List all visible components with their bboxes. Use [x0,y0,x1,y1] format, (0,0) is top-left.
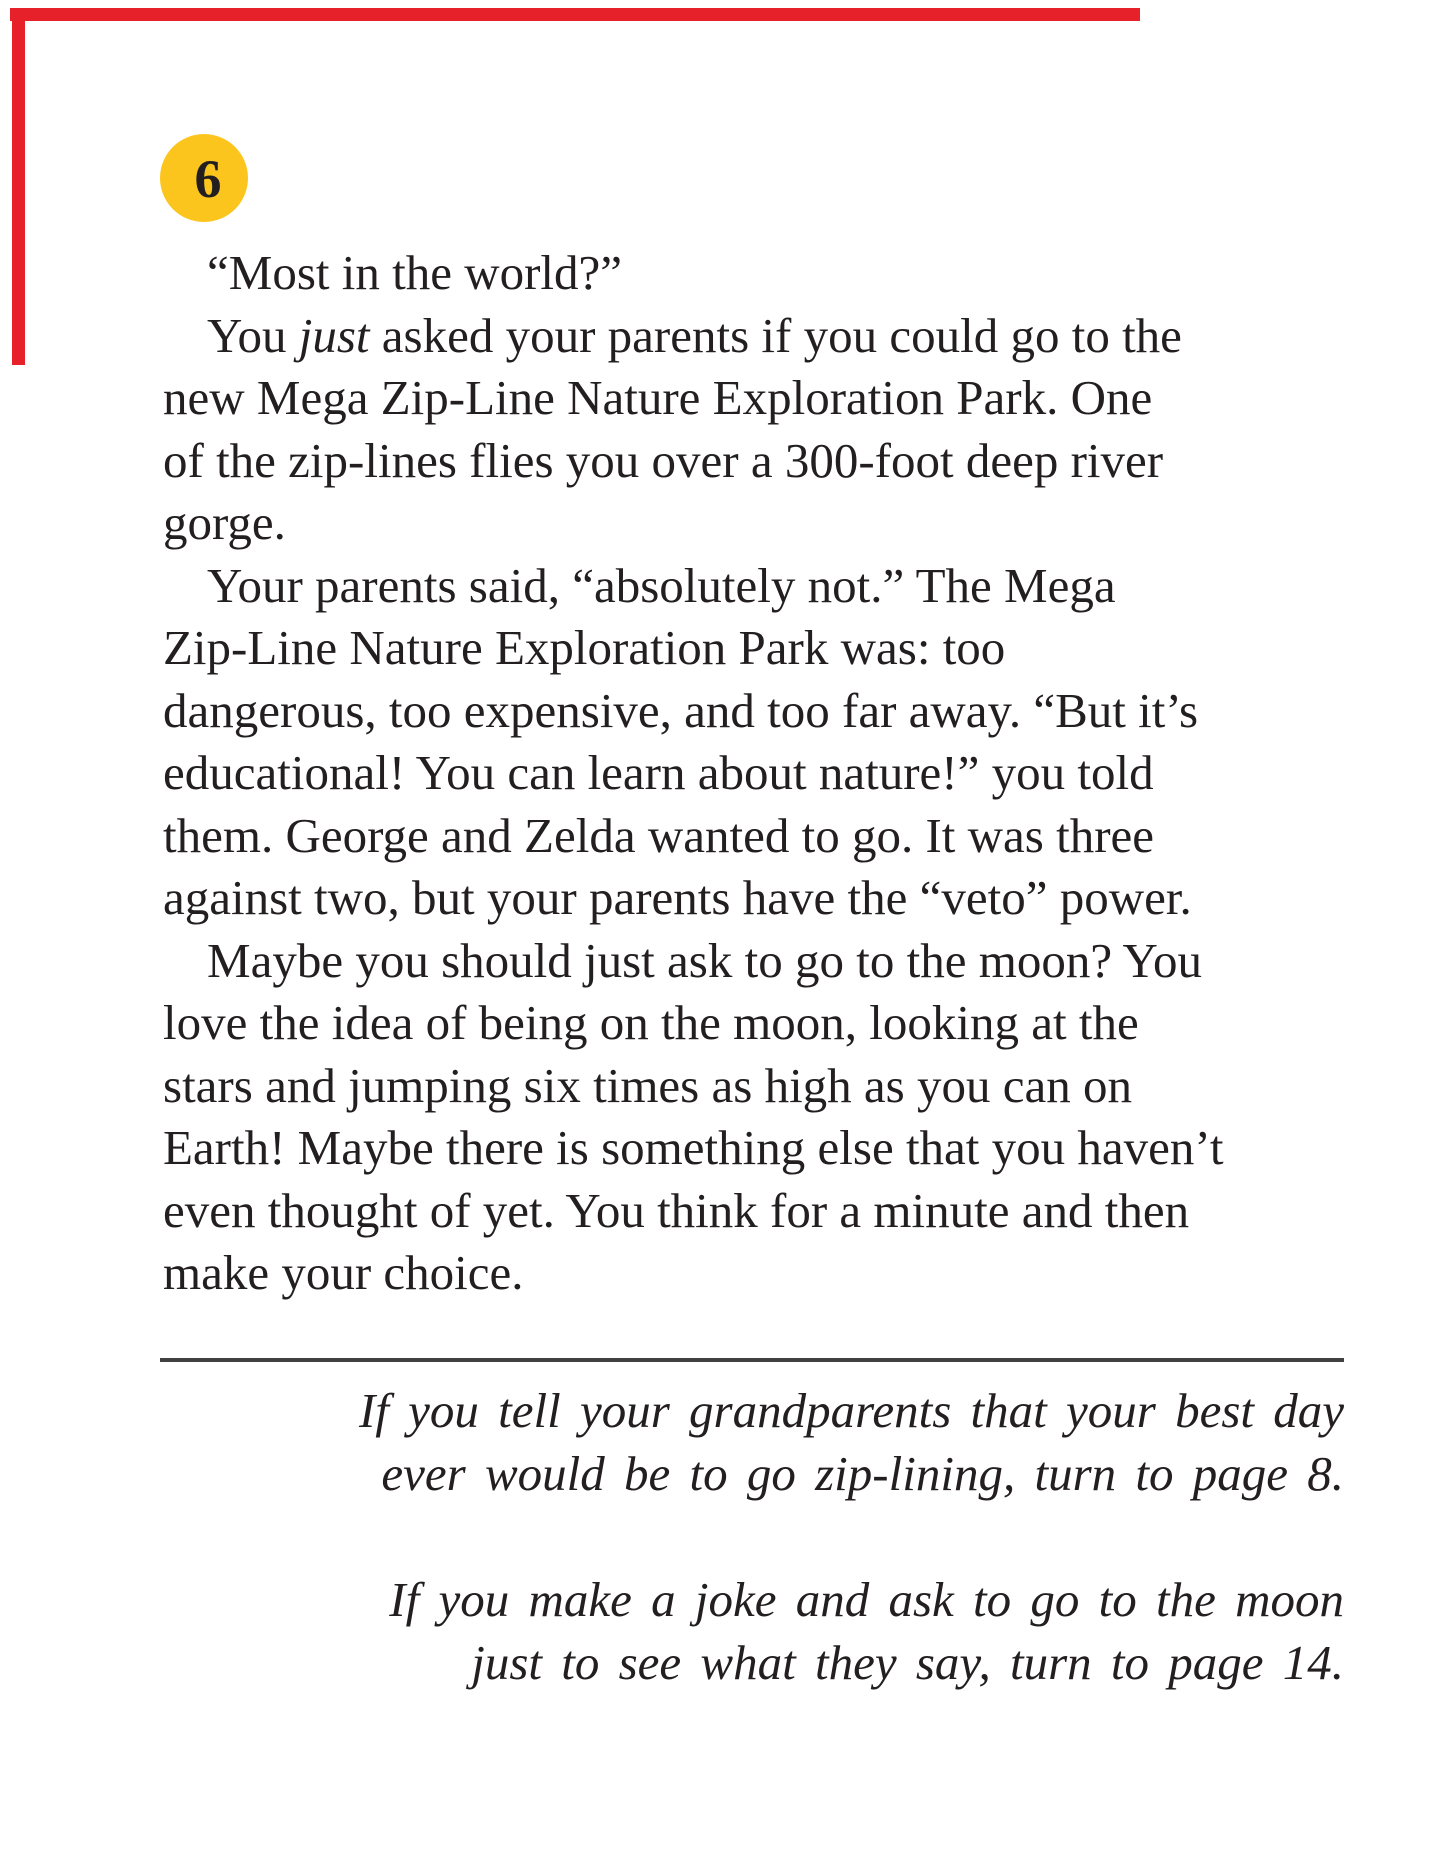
choice-line: ever would be to go zip-lining, turn to page 8. [381,1445,1344,1501]
text-segment: Your parents said, “absolutely not.” The Mega [207,557,1116,613]
text-segment: them. George and Zelda wanted to go. It was three [163,807,1155,863]
text-segment: educational! You can learn about nature!” you told [163,745,1154,800]
story-line [163,1117,1344,1180]
story-paragraph [163,555,1344,930]
story-line [163,492,1344,555]
choice-option[interactable] [163,1380,1344,1505]
text-segment: against two, but your parents have the “veto” power. [163,870,1192,925]
story-paragraph [163,930,1344,1305]
story-line [163,367,1344,430]
text-segment: new Mega Zip-Line Nature Exploration Park. One [163,370,1153,425]
page-edge-bar-top [10,8,1140,21]
story-line [163,1242,1344,1305]
text-segment: Maybe you should just ask to go to the moon? You [207,932,1202,988]
text-segment: stars and jumping six times as high as you can on [163,1057,1132,1113]
text-segment: asked your parents if you could go to the [369,307,1182,363]
choice-list [163,1380,1344,1694]
page-number-badge [160,134,248,222]
text-segment: love the idea of being on the moon, looking at the [163,995,1139,1050]
text-segment: dangerous, too expensive, and too far away. “But it’s [163,682,1199,738]
italic-word: just [298,307,370,363]
text-segment: make your choice. [163,1245,524,1300]
story-line [163,805,1344,868]
text-segment: even thought of yet. You think for a minute and then [163,1182,1190,1238]
text-segment: Zip-Line Nature Exploration Park was: too [163,620,1006,675]
story-line [163,1055,1344,1118]
choice-option[interactable] [163,1569,1344,1694]
page-edge-bar-left [12,8,25,365]
story-line [163,430,1344,493]
story-line [163,930,1344,993]
story-line [163,1180,1344,1243]
story-line [163,992,1344,1055]
story-line [163,305,1344,368]
text-segment: gorge. [163,495,286,550]
story-text [163,242,1344,1305]
text-segment: of the zip-lines flies you over a 300-foot deep river [163,432,1164,488]
story-line [163,742,1344,805]
story-paragraph [163,242,1344,305]
story-line [163,617,1344,680]
choice-divider [160,1358,1344,1362]
page-number: 6 [194,149,222,209]
story-paragraph [163,305,1344,555]
text-segment: Earth! Maybe there is something else that you haven’t [163,1120,1224,1175]
choice-line: just to see what they say, turn to page 14. [471,1634,1344,1690]
story-line [163,867,1344,930]
story-line [163,680,1344,743]
text-segment: You [207,307,299,363]
choice-line: If you tell your grandparents that your best day [358,1383,1344,1438]
story-line [163,555,1344,618]
choice-line: If you make a joke and ask to go to the moon [389,1572,1344,1627]
text-segment: “Most in the world?” [207,245,623,300]
story-line [163,242,1344,305]
